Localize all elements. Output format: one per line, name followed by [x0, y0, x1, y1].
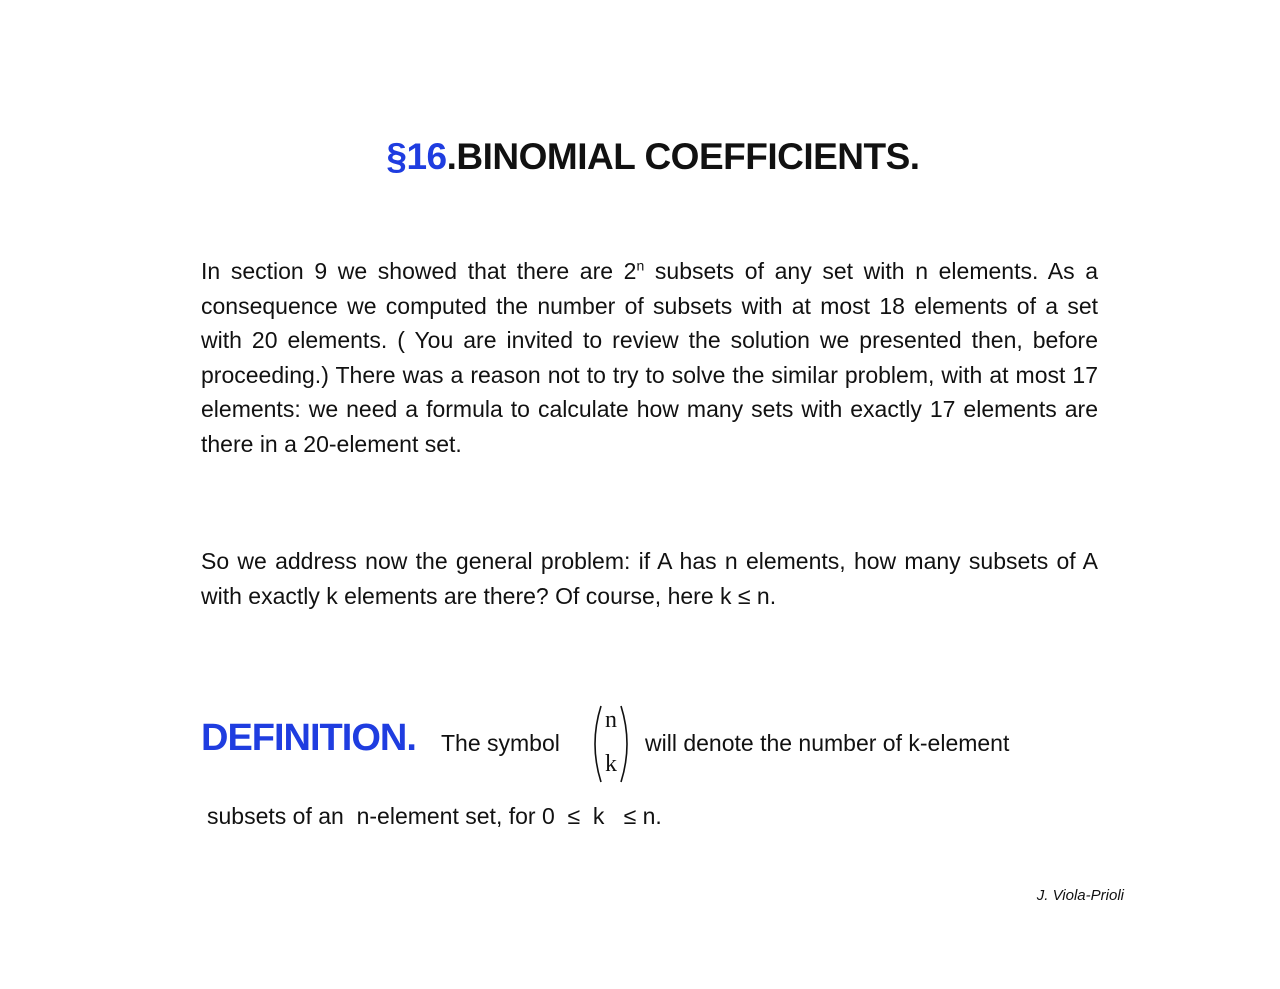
definition-rest-text: will denote the number of k-element: [645, 730, 1010, 756]
exponent-n: n: [636, 257, 645, 274]
binomial-bottom-k: k: [605, 751, 617, 777]
binomial-top-n: n: [605, 707, 617, 733]
definition-label: DEFINITION.: [201, 717, 416, 759]
intro-text-after-exponent: subsets of any set with n elements. As a consequence we computed the number of subsets with at most 18 elements of a set with 20 elements. ( You are invited to review the solution we presented then, before proceeding.) There was a reason not to try to solve the similar problem, with at most 17 elements: we need a formula to calculate how many sets with exactly 17 elements are there in a 20-element set.: [201, 258, 1099, 457]
page-title: [0, 133, 1280, 181]
definition-second-line: subsets of an n-element set, for 0 ≤ k ≤ n.: [207, 803, 662, 829]
section-heading: .BINOMIAL COEFFICIENTS.: [446, 136, 920, 177]
intro-text-before-exponent: In section 9 we showed that there are 2: [201, 258, 637, 284]
symbol-intro-text: The symbol: [441, 730, 560, 756]
binomial-symbol: [588, 704, 634, 784]
section-number: §16: [386, 136, 447, 177]
problem-paragraph: So we address now the general problem: if A has n elements, how many subsets of A with exactly k elements are there? Of course, here k ≤ n.: [201, 548, 1098, 609]
intro-paragraph: [201, 254, 1098, 461]
author-credit: J. Viola-Prioli: [1036, 887, 1124, 904]
definition-line: [201, 704, 1101, 784]
